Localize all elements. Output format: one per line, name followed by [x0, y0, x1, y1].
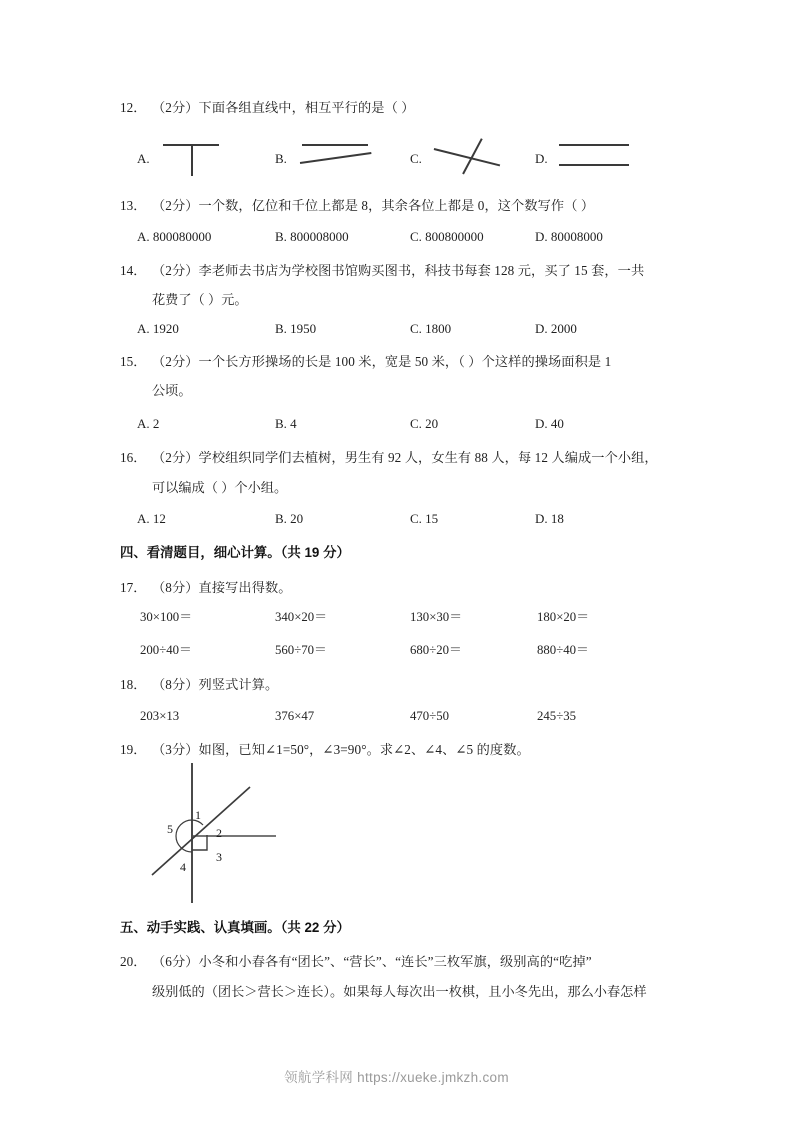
- option-text: 1950: [290, 321, 317, 336]
- question-19-stem: （3分）如图，已知∠1=50°，∠3=90°。求∠2、∠4、∠5 的度数。: [152, 742, 530, 757]
- question-15-option-d[interactable]: [535, 415, 564, 433]
- option-label: A.: [137, 511, 150, 526]
- question-13-option-d[interactable]: [535, 228, 603, 246]
- question-16-option-c[interactable]: [410, 510, 438, 528]
- angle-label-1: 1: [195, 808, 201, 822]
- option-text: 12: [152, 511, 166, 526]
- option-label: D.: [535, 511, 548, 526]
- question-12-option-a-label[interactable]: A.: [137, 151, 150, 166]
- angles-intersection-diagram: [150, 757, 330, 907]
- question-12-number: 12．: [120, 100, 147, 115]
- question-16-number: 16．: [120, 450, 147, 465]
- question-13-number: 13．: [120, 198, 147, 213]
- q17-expr-7: 680÷20＝: [410, 643, 462, 657]
- option-label: D.: [535, 321, 548, 336]
- perpendicular-lines-icon: [163, 140, 221, 178]
- question-13-option-c[interactable]: [410, 228, 484, 246]
- question-16-stem-line1: （2分）学校组织同学们去植树，男生有 92 人，女生有 88 人，每 12 人编成一个小组，: [152, 450, 658, 465]
- site-watermark: 领航学科网 https://xueke.jmkzh.com: [284, 1070, 509, 1085]
- question-13-option-b[interactable]: [275, 228, 349, 246]
- question-18-stem: （8分）列竖式计算。: [152, 677, 279, 692]
- option-label: A.: [137, 321, 150, 336]
- section-four-heading: 四、看清题目，细心计算。（共 19 分）: [120, 545, 350, 560]
- q17-expr-8: 880÷40＝: [537, 643, 589, 657]
- question-16-option-a[interactable]: [137, 510, 166, 528]
- question-12-option-c-label[interactable]: C.: [410, 151, 422, 166]
- question-20-stem-line1: （6分）小冬和小春各有“团长”、“营长”、“连长”三枚军旗，级别高的“吃掉”: [152, 954, 592, 969]
- question-19-number: 19．: [120, 742, 147, 757]
- intersecting-slanted-lines-icon: [300, 140, 372, 178]
- option-text: 4: [290, 416, 297, 431]
- angle-label-3: 3: [216, 850, 222, 864]
- option-text: 800080000: [152, 229, 212, 244]
- crossing-lines-icon: [434, 136, 502, 174]
- q18-expr-4: 245÷35: [537, 709, 577, 723]
- question-12-option-b-label[interactable]: B.: [275, 151, 287, 166]
- question-15-stem-line1: （2分）一个长方形操场的长是 100 米，宽是 50 米，（ ）个这样的操场面积是 1: [152, 354, 612, 369]
- option-label: A.: [137, 229, 150, 244]
- question-14-stem-line2: 花费了（ ）元。: [152, 292, 248, 307]
- option-label: C.: [410, 511, 422, 526]
- option-text: 800800000: [425, 229, 484, 244]
- option-text: 1920: [152, 321, 179, 336]
- q17-expr-1: 30×100＝: [140, 610, 193, 624]
- question-17-number: 17．: [120, 580, 147, 595]
- q17-expr-3: 130×30＝: [410, 610, 463, 624]
- q17-expr-6: 560÷70＝: [275, 643, 327, 657]
- question-12-stem: （2分）下面各组直线中，相互平行的是（ ）: [152, 100, 415, 115]
- question-13-stem: （2分）一个数，亿位和千位上都是 8，其余各位上都是 0，这个数写作（ ）: [152, 198, 595, 213]
- option-text: 800008000: [290, 229, 349, 244]
- question-15-option-c[interactable]: [410, 415, 438, 433]
- option-text: 1800: [425, 321, 452, 336]
- option-text: 20: [425, 416, 439, 431]
- option-label: C.: [410, 229, 422, 244]
- question-15-option-b[interactable]: [275, 415, 297, 433]
- question-14-option-a[interactable]: [137, 320, 179, 338]
- option-label: C.: [410, 416, 422, 431]
- option-text: 15: [425, 511, 439, 526]
- question-15-number: 15．: [120, 354, 147, 369]
- parallel-lines-icon: [559, 140, 631, 178]
- option-label: B.: [275, 511, 287, 526]
- option-text: 80008000: [550, 229, 603, 244]
- option-label: C.: [410, 321, 422, 336]
- question-14-option-d[interactable]: [535, 320, 577, 338]
- question-20-stem-line2: 级别低的（团长＞营长＞连长）。如果每人每次出一枚棋，且小冬先出，那么小春怎样: [152, 984, 647, 999]
- angle-label-2: 2: [216, 826, 222, 840]
- q18-expr-3: 470÷50: [410, 709, 450, 723]
- option-label: A.: [137, 416, 150, 431]
- q17-expr-4: 180×20＝: [537, 610, 590, 624]
- option-label: B.: [275, 321, 287, 336]
- question-14-option-c[interactable]: [410, 320, 451, 338]
- question-18-number: 18．: [120, 677, 147, 692]
- question-16-option-b[interactable]: [275, 510, 303, 528]
- option-text: 18: [550, 511, 564, 526]
- q18-expr-2: 376×47: [275, 709, 315, 723]
- option-text: 20: [290, 511, 304, 526]
- q18-expr-1: 203×13: [140, 709, 180, 723]
- angles-intersection-svg: [150, 757, 330, 907]
- question-15-option-a[interactable]: [137, 415, 159, 433]
- question-13-option-a[interactable]: [137, 228, 211, 246]
- question-17-stem: （8分）直接写出得数。: [152, 580, 292, 595]
- question-16-option-d[interactable]: [535, 510, 564, 528]
- question-14-option-b[interactable]: [275, 320, 316, 338]
- angle-label-5: 5: [167, 822, 173, 836]
- question-16-stem-line2: 可以编成（ ）个小组。: [152, 480, 288, 495]
- option-label: D.: [535, 229, 548, 244]
- question-20-number: 20．: [120, 954, 147, 969]
- angle-label-4: 4: [180, 860, 186, 874]
- section-five-heading: 五、动手实践、认真填画。（共 22 分）: [120, 920, 350, 935]
- option-label: D.: [535, 416, 548, 431]
- q17-expr-2: 340×20＝: [275, 610, 328, 624]
- question-15-stem-line2: 公顷。: [152, 383, 192, 398]
- option-text: 2000: [550, 321, 577, 336]
- option-label: B.: [275, 416, 287, 431]
- q17-expr-5: 200÷40＝: [140, 643, 192, 657]
- question-14-number: 14．: [120, 263, 147, 278]
- question-14-stem-line1: （2分）李老师去书店为学校图书馆购买图书，科技书每套 128 元，买了 15 套，一共: [152, 263, 645, 278]
- question-12-option-d-label[interactable]: D.: [535, 151, 548, 166]
- option-text: 40: [550, 416, 564, 431]
- option-text: 2: [152, 416, 160, 431]
- option-label: B.: [275, 229, 287, 244]
